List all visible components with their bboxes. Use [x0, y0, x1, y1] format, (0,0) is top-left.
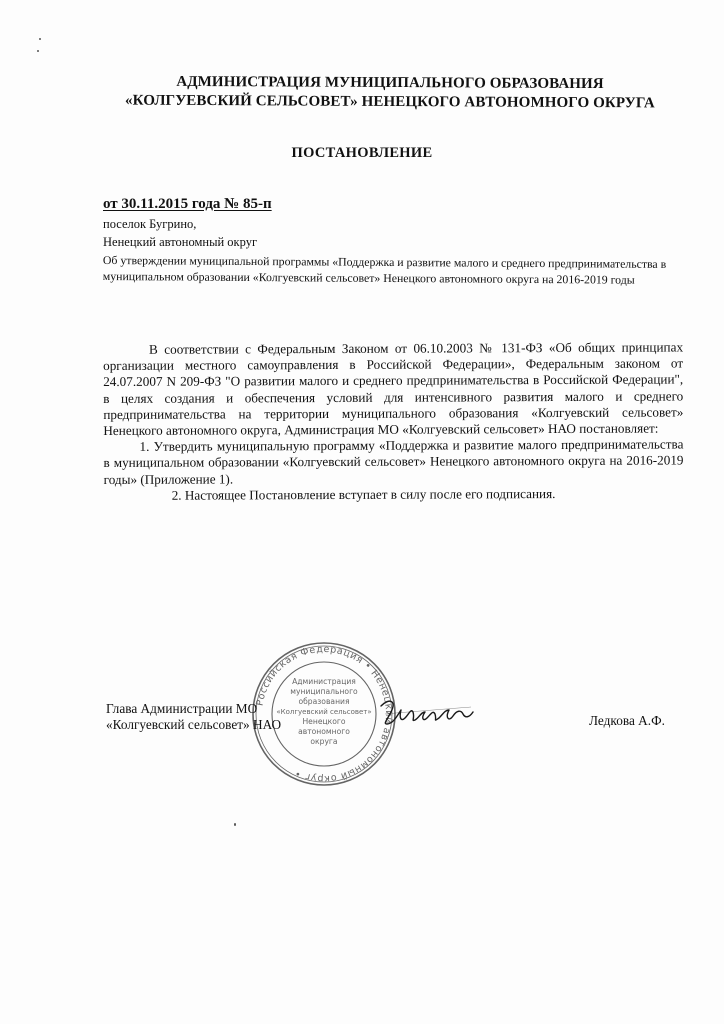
signatory-position-line-1: Глава Администрации МО [106, 701, 258, 716]
resolution-item-2: 2. Настоящее Постановление вступает в силу после его подписания. [171, 485, 556, 503]
place-line-1: поселок Бугрино, [103, 217, 197, 231]
scan-speck [39, 38, 41, 40]
document-body [103, 339, 684, 504]
header-line-1: АДМИНИСТРАЦИЯ МУНИЦИПАЛЬНОГО ОБРАЗОВАНИЯ [176, 73, 604, 93]
document-place [103, 215, 257, 251]
handwritten-signature [375, 690, 485, 735]
resolution-item-1: 1. Утвердить муниципальную программу «Поддержка и развитие малого предпринимательства в муниципальном образовании «Колгуевский сельсовет» Ненецкого автономного округа на 2016-2019 годы» (Приложение 1). [103, 436, 684, 487]
seal-inner-line: «Колгуевский сельсовет» [276, 708, 372, 716]
place-line-2: Ненецкий автономный округ [103, 235, 258, 249]
seal-inner-line: муниципального [290, 687, 358, 696]
preamble-paragraph: В соответствии с Федеральным Законом от 06.10.2003 № 131-ФЗ «Об общих принципах организации местного самоуправления в Российской Федерации», Федеральным законом от 24.07.2007 N 209-ФЗ "О развитии малого и среднего предпринимательства в Российской Федерации", в целях создания и обеспечения условий для интенсивного развития малого и среднего предпринимательства на территории муниципального образования «Колгуевский сельсовет» Ненецкого автономного округа, Администрация МО «Колгуевский сельсовет» НАО постановляет: [103, 339, 684, 439]
scan-speck [37, 50, 39, 52]
seal-inner-line: Ненецкого [302, 717, 346, 726]
signatory-position [106, 701, 281, 733]
seal-outer-text: Российская Федерация • Ненецкий автономный округ • [254, 643, 395, 785]
signatory-position-line-2: «Колгуевский сельсовет» НАО [106, 717, 282, 732]
document-subject: Об утверждении муниципальной программы «Поддержка и развитие малого и среднего предпринимательства в муниципальном образовании «Колгуевский сельсовет» Ненецкого автономного округа на 2016-2019 годы [102, 252, 667, 287]
header-line-2: «КОЛГУЕВСКИЙ СЕЛЬСОВЕТ» НЕНЕЦКОГО АВТОНОМНОГО ОКРУГА [125, 92, 655, 112]
seal-inner-line: округа [310, 737, 338, 746]
scan-speck [234, 823, 236, 826]
seal-inner-line: образования [298, 697, 350, 706]
seal-inner-line: автономного [298, 727, 350, 736]
document-date-number: от 30.11.2015 года № 85-п [103, 196, 272, 212]
document-type-title: ПОСТАНОВЛЕНИЕ [291, 145, 433, 161]
document-header [120, 73, 660, 114]
seal-inner-line: Администрация [292, 677, 356, 686]
signatory-name: Ледкова А.Ф. [589, 713, 665, 728]
